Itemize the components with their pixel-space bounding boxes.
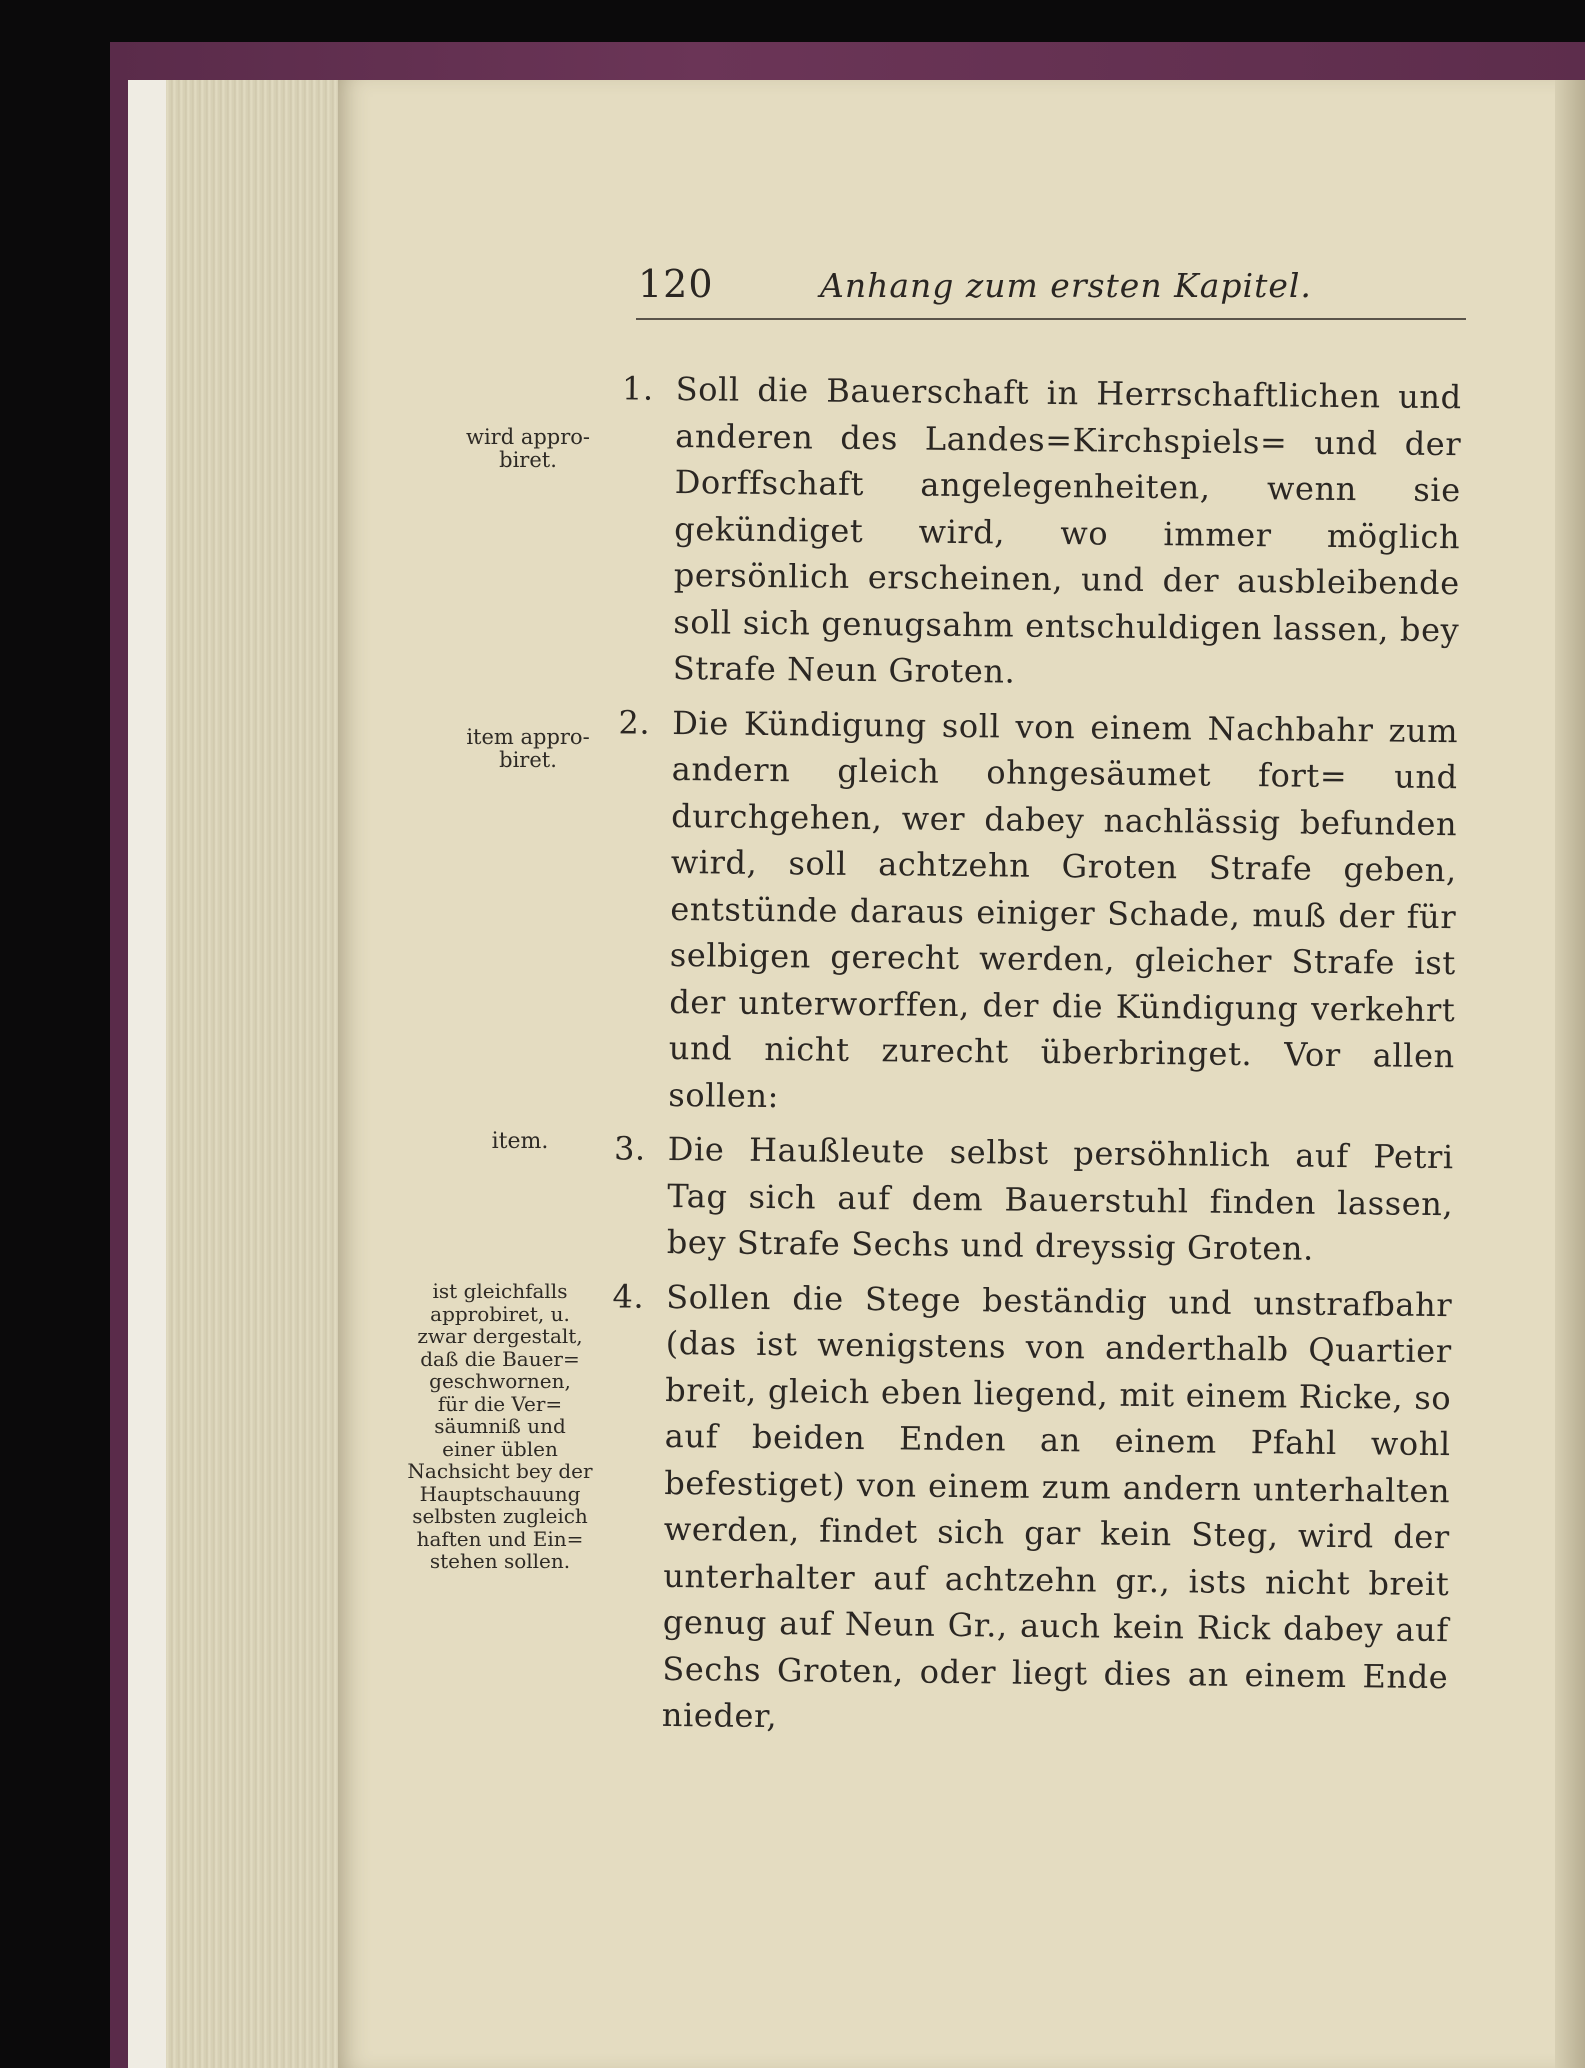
running-title: Anhang zum ersten Kapitel. xyxy=(820,266,1312,305)
margin-note-2 xyxy=(428,726,628,772)
paragraph-text: Soll die Bauerschaft in Herrschaftlichen und anderen des Landes=Kirchspiels= und der Dorffschaft angelegenheiten, wenn sie gekündiget wird, wo immer möglich persönlich erscheinen, und der ausbleibende soll sich genugsahm entschuldigen lassen, bey Strafe Neun Groten. xyxy=(672,369,1462,691)
paragraph-number: 1. xyxy=(621,369,654,408)
page-header xyxy=(638,262,1468,312)
paragraph-4 xyxy=(612,1273,1453,1746)
margin-note-text: item. xyxy=(491,1129,549,1154)
margin-note-text: ist gleichfalls approbiret, u. zwar dergestalt, daß die Bauer= geschwornen, für die Ver= säumniß und einer üblen Nachsicht bey der Hauptschauung selbsten zugleich haften und Ein= stehen sollen. xyxy=(407,1279,593,1573)
margin-note-text: item appro- biret. xyxy=(466,725,590,772)
paragraph-text: Sollen die Stege beständig und unstrafbahr (das ist wenigstens von anderthalb Quartier breit, gleich eben liegend, mit einem Ricke, so auf beiden Enden an einem Pfahl wohl befestiget) von einem zum andern unterhalten werden, findet sich gar kein Steg, wird der unterhalter auf achtzehn gr., ists nicht breit genug auf Neun Gr., auch kein Rick dabey auf Sechs Groten, oder liegt dies an einem Ende nieder, xyxy=(661,1277,1453,1736)
page-gutter xyxy=(1555,80,1585,2068)
page-number: 120 xyxy=(638,262,714,306)
paragraph-text: Die Kündigung soll von einem Nachbahr zum andern gleich ohngesäumet fort= und durchgehen, wer dabey nachlässig befunden wird, soll achtzehn Groten Strafe geben, entstünde daraus einiger Schade, muß der für selbigen gerecht werden, gleicher Strafe ist der unterworffen, der die Kündigung verkehrt und nicht zurecht überbringet. Vor allen sollen: xyxy=(668,703,1459,1115)
paragraph-number: 4. xyxy=(612,1276,645,1316)
margin-note-text: wird appro- biret. xyxy=(465,425,591,472)
paragraph-2 xyxy=(618,699,1459,1126)
margin-note-4 xyxy=(400,1280,600,1573)
paragraph-text: Die Haußleute selbst persöhnlich auf Petri Tag sich auf dem Bauerstuhl finden lassen, bey Strafe Sechs und dreyssig Groten. xyxy=(666,1129,1454,1268)
main-text-block xyxy=(612,366,1462,1755)
calibration-strip xyxy=(128,80,166,2068)
paragraph-number: 3. xyxy=(613,1129,647,1168)
paragraph-1 xyxy=(621,366,1462,700)
paragraph-3 xyxy=(613,1126,1454,1274)
margin-note-3 xyxy=(440,1130,600,1153)
margin-note-1 xyxy=(428,426,628,472)
header-rule xyxy=(636,318,1466,320)
paragraph-number: 2. xyxy=(618,702,651,742)
